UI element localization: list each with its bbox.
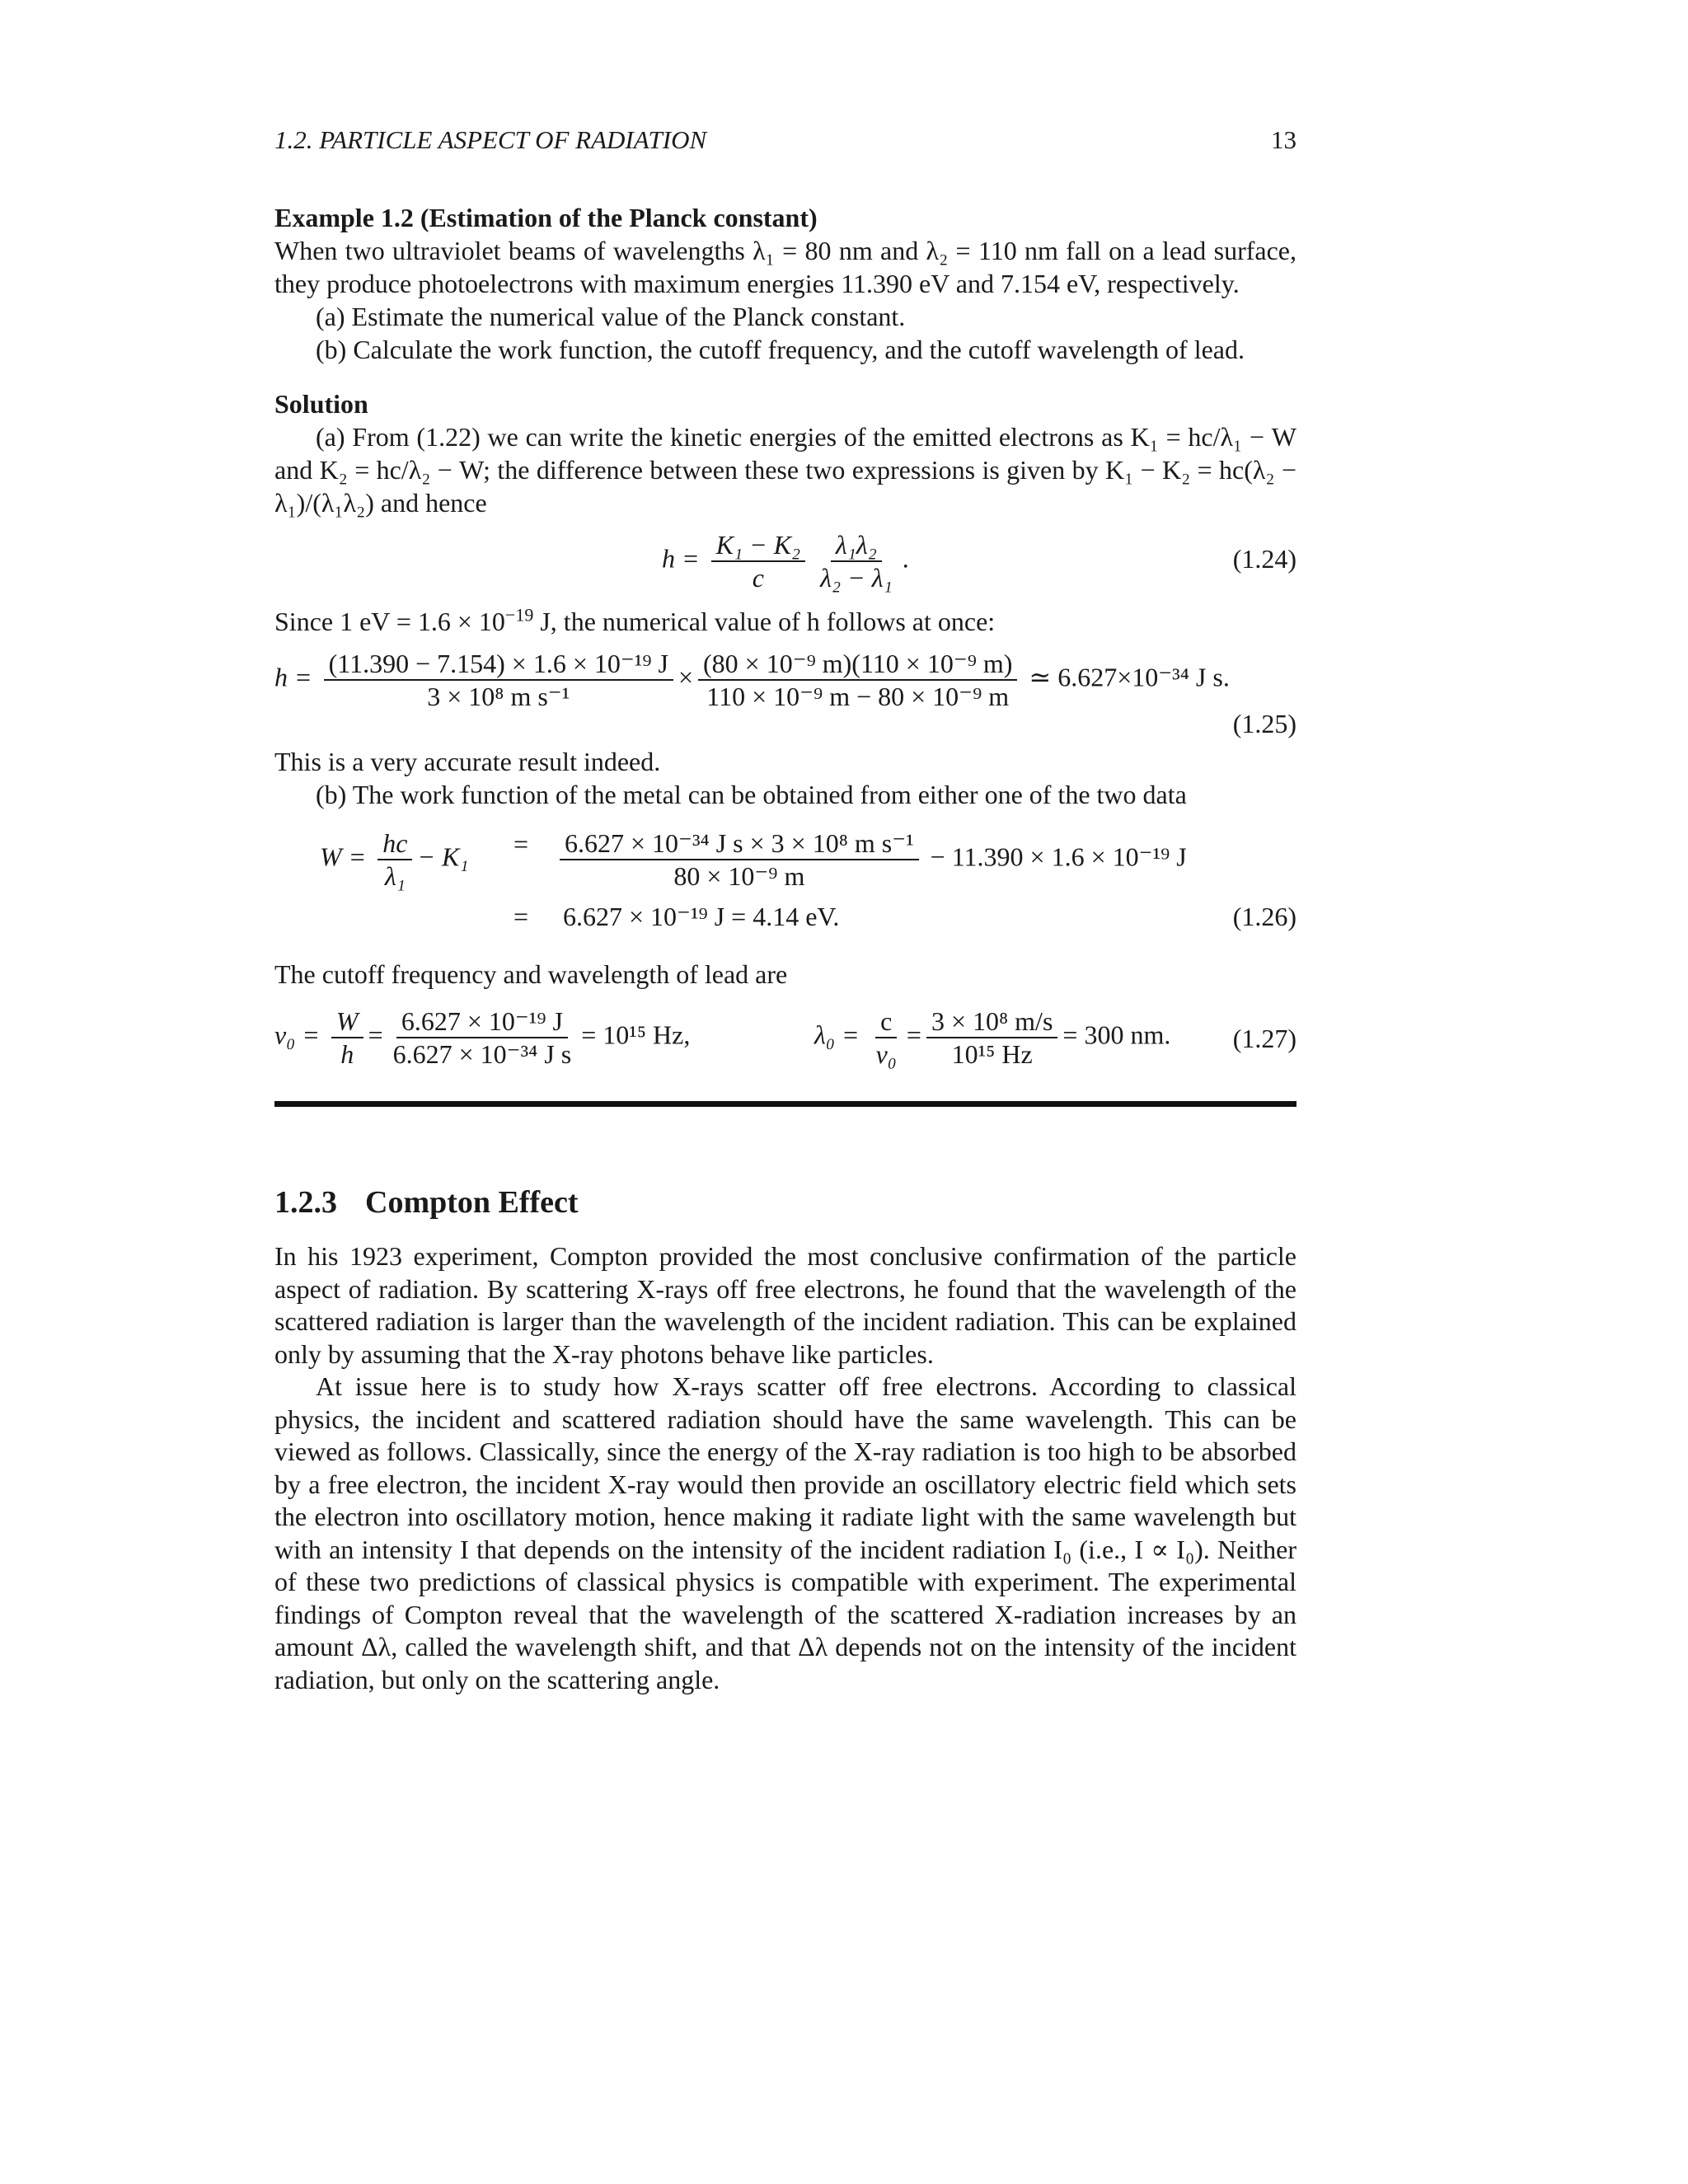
eq127-frac-4: $\frac{\text{3 × 10⁸ m/s}}{\text{10¹⁵ Hz}}$ — [926, 1005, 1057, 1070]
section-heading — [274, 1186, 1296, 1219]
section-compton — [274, 1186, 1296, 1696]
page — [274, 124, 1296, 1696]
example-statement: When two ultraviolet beams of wavelengths λ₁ = 80 nm and λ₂ = 110 nm fall on a lead surface, they produce photoelectrons with maximum energies 11.390 eV and 7.154 eV, respectively. — [274, 236, 1296, 298]
example-end-rule — [274, 1101, 1296, 1107]
example-part-b: (b) Calculate the work function, the cutoff frequency, and the cutoff wavelength of lead. — [316, 335, 1245, 364]
equation-1-27 — [274, 991, 1296, 1081]
section-para-2: At issue here is to study how X-rays scatter off free electrons. According to classical physics, the incident and scattered radiation should have the same wavelength. This can be viewed as follows. Classically, since the energy of the X-ray radiation is too high to be absorbed by a free electron, the incident X-ray would then provide an oscillatory electric field which sets the electron into oscillatory motion, hence making it radiate light with the same wavelength but with an intensity I that depends on the intensity of the incident radiation I₀ (i.e., I ∝ I₀). Neither of these two predictions of classical physics is compatible with experiment. The experimental findings of Compton reveal that the wavelength of the scattered X-radiation increases by an amount Δλ, called the wavelength shift, and that Δλ depends not on the intensity of the incident radiation, but only on the scattering angle. — [274, 1371, 1296, 1694]
eq126-label: (1.26) — [1232, 902, 1296, 931]
para2-pre: Since 1 eV = 1.6 × 10 — [274, 607, 505, 636]
eq125-result: ≃ 6.627×10⁻³⁴ J s. — [1029, 662, 1230, 692]
eq127-eq-b: = — [906, 1019, 921, 1050]
equation-1-26 — [274, 811, 1296, 943]
para2-exp: −19 — [504, 604, 534, 626]
equation-1-24 — [274, 519, 1296, 602]
section-number: 1.2.3 — [274, 1185, 337, 1220]
running-title: 1.2. PARTICLE ASPECT OF RADIATION — [274, 125, 707, 154]
eq124-lhs: h = — [662, 543, 700, 574]
para2-post: J, the numerical value of h follows at once: — [533, 607, 996, 636]
eq126-eq1: = — [513, 829, 529, 859]
eq127-lhs2: λ₀ = — [814, 1019, 860, 1050]
eq126-lhs: W = — [320, 841, 367, 872]
eq125-frac-2: $\frac{\text{(80 × 10⁻⁹ m)(110 × 10⁻⁹ m)}}{\text{110 × 10⁻⁹ m − 80 × 10⁻⁹ m}}$ — [698, 648, 1017, 712]
solution-block — [274, 387, 1296, 1107]
solution-para-3: This is a very accurate result indeed. — [274, 747, 661, 776]
example-block — [274, 201, 1296, 366]
eq124-label: (1.24) — [1232, 544, 1296, 574]
running-header — [274, 124, 1296, 157]
example-part-a: (a) Estimate the numerical value of the Planck constant. — [316, 302, 906, 331]
eq127-lhs1: ν₀ = — [274, 1019, 320, 1050]
eq124-frac-1: $\frac{\text{K₁ − K₂}}{c}$ — [711, 529, 806, 593]
solution-para-1: (a) From (1.22) we can write the kinetic energies of the emitted electrons as K₁ = hc/λ₁ − W and K₂ = hc/λ₂ − W; the difference between these two expressions is given by K₁ − K₂ = hc(λ₂ − λ₁)/(λ₁λ₂) and hence — [274, 422, 1296, 518]
solution-para-2 — [274, 605, 1296, 638]
eq127-res2: = 300 nm. — [1062, 1019, 1171, 1050]
example-title: Example 1.2 (Estimation of the Planck constant) — [274, 203, 818, 232]
eq126-tail: − 11.390 × 1.6 × 10⁻¹⁹ J — [930, 841, 1187, 872]
page-number: 13 — [1271, 125, 1296, 154]
eq125-label: (1.25) — [1232, 709, 1296, 738]
eq127-frac-3: $\frac{c}{\text{ν₀}}$ — [875, 1006, 897, 1069]
section-title: Compton Effect — [365, 1185, 579, 1220]
eq126-minus-k: − K₁ — [417, 841, 469, 872]
eq125-frac-1: $\frac{\text{(11.390 − 7.154) × 1.6 × 10⁻¹⁹ J}}{\text{3 × 10⁸ m s⁻¹}}$ — [324, 648, 673, 712]
eq126-frac-hc: $\frac{hc}{\text{λ₁}}$ — [377, 827, 412, 892]
equation-1-25 — [274, 638, 1296, 745]
solution-para-5: The cutoff frequency and wavelength of lead are — [274, 959, 788, 989]
eq126-line2: 6.627 × 10⁻¹⁹ J = 4.14 eV. — [563, 902, 840, 931]
section-para-1: In his 1923 experiment, Compton provided the most conclusive confirmation of the particle aspect of radiation. By scattering X-rays off free electrons, he found that the wavelength of the scattered radiation is larger than the wavelength of the incident radiation. This can be explained only by assuming that the X-ray photons behave like particles. — [274, 1241, 1296, 1369]
solution-title: Solution — [274, 389, 368, 419]
eq124-tail: . — [902, 543, 909, 574]
eq127-frac-1: $\frac{W}{h}$ — [331, 1005, 363, 1070]
eq127-label: (1.27) — [1232, 1024, 1296, 1053]
eq127-res1: = 10¹⁵ Hz, — [581, 1019, 691, 1050]
eq126-eq2: = — [513, 902, 529, 931]
eq127-frac-2: $\frac{\text{6.627 × 10⁻¹⁹ J}}{\text{6.627 × 10⁻³⁴ J s}}$ — [392, 1006, 572, 1069]
eq126-frac-main: $\frac{\text{6.627 × 10⁻³⁴ J s × 3 × 10⁸ m s⁻¹}}{\text{80 × 10⁻⁹ m}}$ — [560, 827, 919, 892]
eq124-frac-2: $\frac{\text{λ₁λ₂}}{\text{λ₂ − λ₁}}$ — [820, 530, 893, 593]
eq127-eq-a: = — [368, 1019, 383, 1050]
solution-para-4: (b) The work function of the metal can be obtained from either one of the two data — [316, 780, 1187, 809]
eq125-times: × — [678, 662, 693, 692]
eq125-lhs: h = — [274, 662, 312, 692]
